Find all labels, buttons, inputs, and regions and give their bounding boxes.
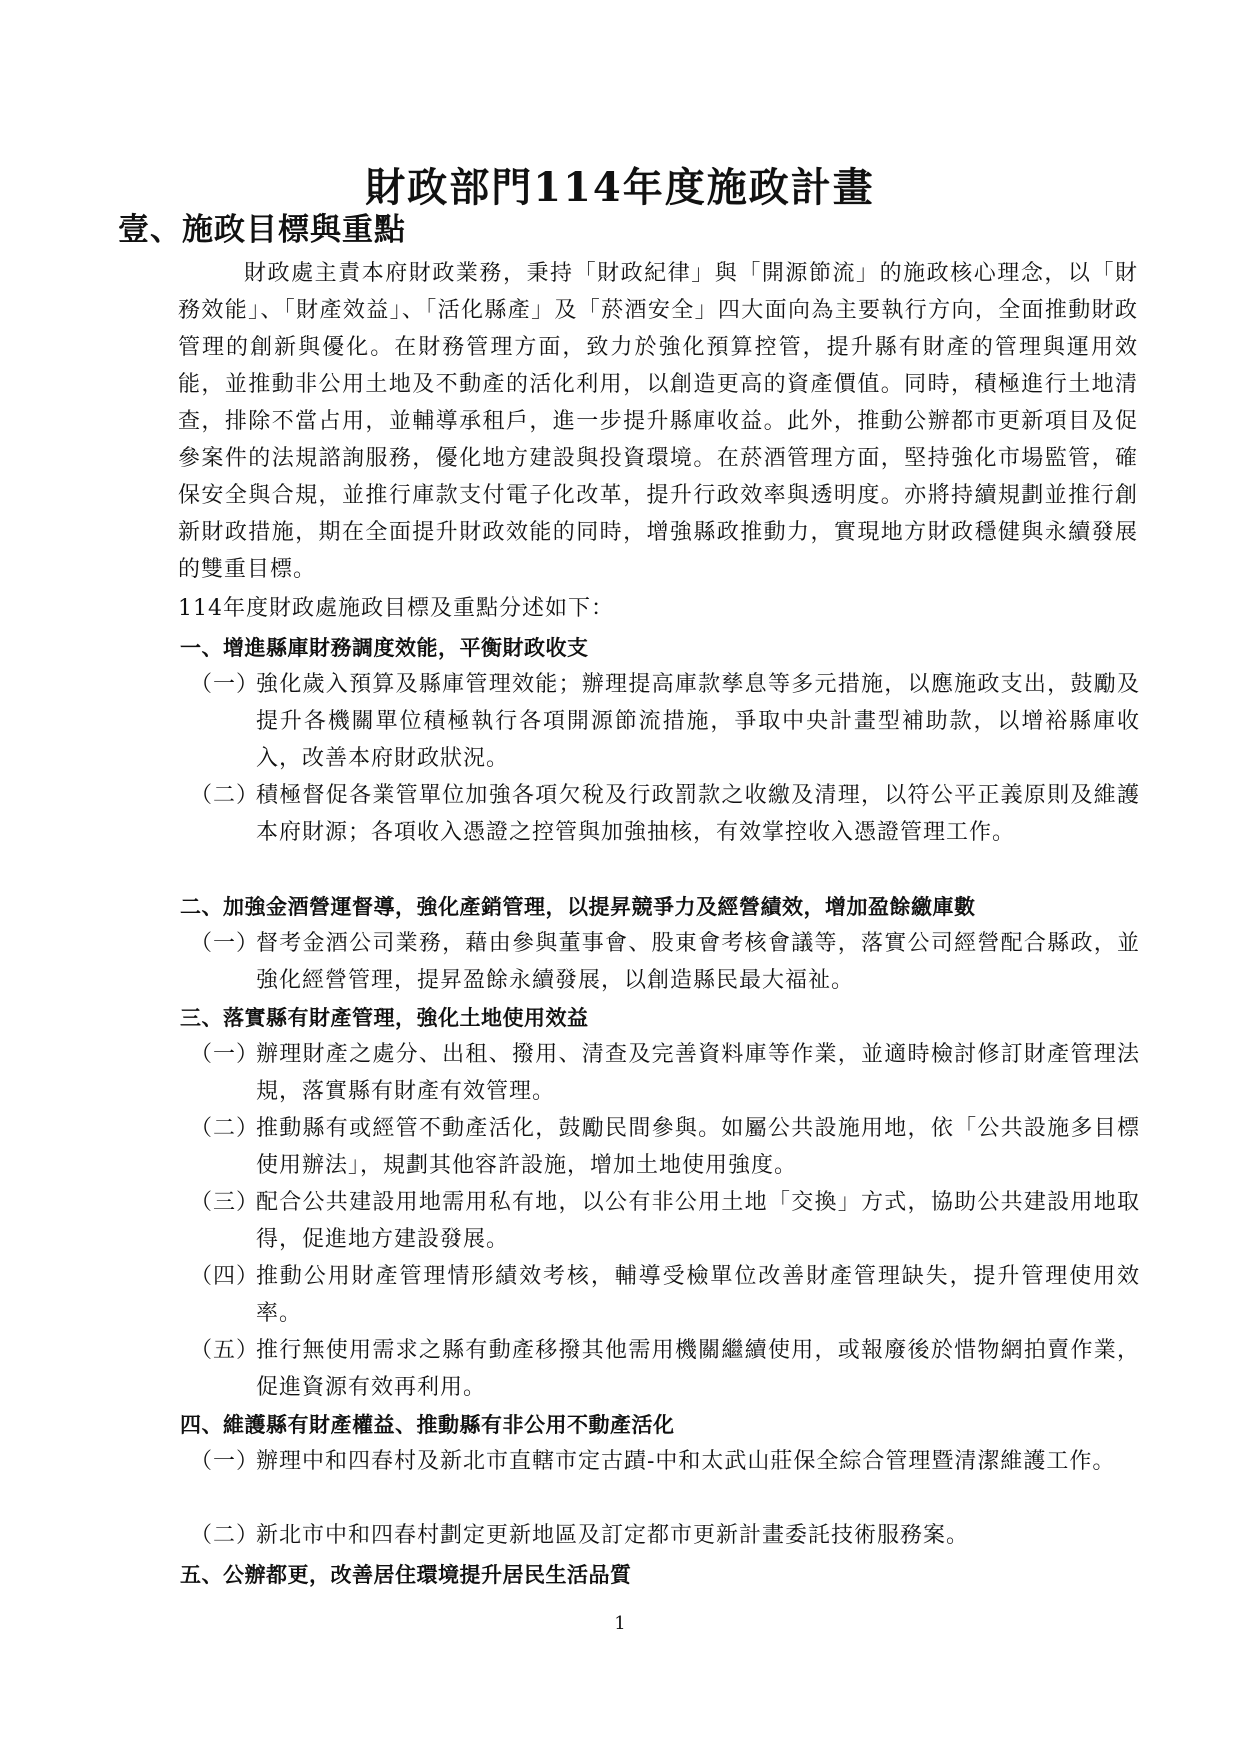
item-text: 強化歲入預算及縣庫管理效能；辦理提高庫款孳息等多元措施，以應施政支出，鼓勵及提升各機關單位積極執行各項開源節流措施，爭取中央計畫型補助款，以增裕縣庫收入，改善本府財政狀況。: [256, 672, 1140, 771]
item-number: （三）: [190, 1190, 260, 1215]
page-number: 1: [614, 1613, 626, 1634]
goal-item: [190, 1184, 1140, 1258]
goal-item: [190, 925, 1140, 999]
goal-item: [190, 777, 1140, 851]
goal-heading: 一、增進縣庫財務調度效能，平衡財政收支: [180, 635, 589, 660]
item-number: （五）: [190, 1338, 260, 1363]
item-number: （二）: [190, 1116, 260, 1141]
item-number: （二）: [190, 1523, 260, 1548]
item-text: 積極督促各業管單位加強各項欠稅及行政罰款之收繳及清理，以符公平正義原則及維護本府財源；各項收入憑證之控管與加強抽核，有效掌控收入憑證管理工作。: [256, 783, 1140, 845]
item-number: （四）: [190, 1264, 260, 1289]
item-text: 推動公用財產管理情形績效考核，輔導受檢單位改善財產管理缺失，提升管理使用效率。: [256, 1264, 1140, 1326]
item-text: 配合公共建設用地需用私有地，以公有非公用土地「交換」方式，協助公共建設用地取得，促進地方建設發展。: [256, 1190, 1140, 1252]
item-number: （一）: [190, 931, 260, 956]
section-heading: 壹、施政目標與重點: [118, 212, 406, 248]
item-text: 辦理財產之處分、出租、撥用、清查及完善資料庫等作業，並適時檢討修訂財產管理法規，落實縣有財產有效管理。: [256, 1042, 1140, 1104]
intro-paragraph: 財政處主責本府財政業務，秉持「財政紀律」與「開源節流」的施政核心理念，以「財務效能」、「財產效益」、「活化縣產」及「菸酒安全」四大面向為主要執行方向，全面推動財政管理的創新與優化。在財務管理方面，致力於強化預算控管，提升縣有財產的管理與運用效能，並推動非公用土地及不動產的活化利用，以創造更高的資產價值。同時，積極進行土地清查，排除不當占用，並輔導承租戶，進一步提升縣庫收益。此外，推動公辦都市更新項目及促參案件的法規諮詢服務，優化地方建設與投資環境。在菸酒管理方面，堅持強化市場監管，確保安全與合規，並推行庫款支付電子化改革，提升行政效率與透明度。亦將持續規劃並推行創新財政措施，期在全面提升財政效能的同時，增強縣政推動力，實現地方財政穩健與永續發展的雙重目標。: [178, 261, 1138, 582]
item-text: 推動縣有或經管不動產活化，鼓勵民間參與。如屬公共設施用地，依「公共設施多目標使用辦法」，規劃其他容許設施，增加土地使用強度。: [256, 1116, 1140, 1178]
goal-item: [190, 1443, 1140, 1480]
goal-heading: 五、公辦都更，改善居住環境提升居民生活品質: [180, 1562, 632, 1587]
item-text: 新北市中和四春村劃定更新地區及訂定都市更新計畫委託技術服務案。: [256, 1523, 970, 1548]
goal-item: [190, 1036, 1140, 1110]
document-title: 財政部門114年度施政計畫: [365, 164, 875, 211]
goal-item: [190, 1258, 1140, 1332]
goal-item: [190, 1332, 1140, 1406]
item-text: 推行無使用需求之縣有動產移撥其他需用機關繼續使用，或報廢後於惜物網拍賣作業，促進資源有效再利用。: [256, 1338, 1140, 1400]
goal-item: [190, 1110, 1140, 1184]
item-number: （一）: [190, 1042, 260, 1067]
item-number: （一）: [190, 1449, 260, 1474]
goal-item: [190, 1517, 1140, 1554]
goal-heading: 三、落實縣有財產管理，強化土地使用效益: [180, 1005, 589, 1030]
goal-heading: 二、加強金酒營運督導，強化產銷管理，以提昇競爭力及經營績效，增加盈餘繳庫數: [180, 894, 976, 919]
item-number: （二）: [190, 783, 260, 808]
goal-item: [190, 666, 1140, 777]
intro-summary: 114年度財政處施政目標及重點分述如下：: [178, 596, 614, 621]
goal-heading: 四、維護縣有財產權益、推動縣有非公用不動產活化: [180, 1412, 675, 1437]
item-text: 督考金酒公司業務，藉由參與董事會、股東會考核會議等，落實公司經營配合縣政，並強化經營管理，提昇盈餘永續發展，以創造縣民最大福祉。: [256, 931, 1140, 993]
item-number: （一）: [190, 672, 260, 697]
item-text: 辦理中和四春村及新北市直轄市定古蹟-中和太武山莊保全綜合管理暨清潔維護工作。: [256, 1449, 1116, 1474]
